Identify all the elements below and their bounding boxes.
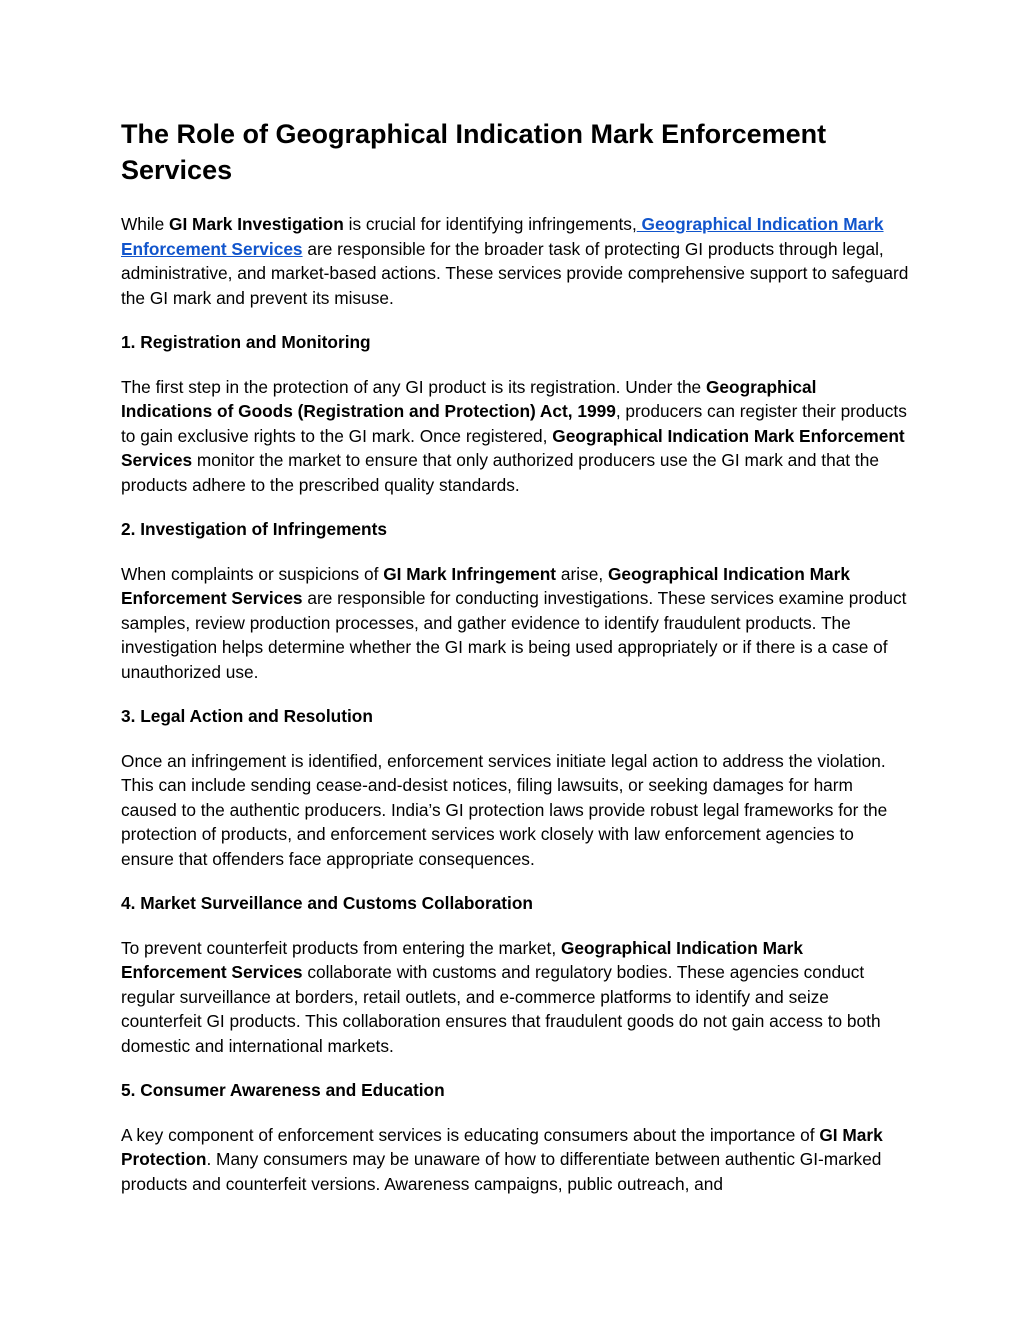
section-paragraph-investigation bbox=[121, 562, 911, 685]
intro-bold-1: GI Mark Investigation bbox=[169, 214, 344, 234]
section-heading-consumer-awareness: 5. Consumer Awareness and Education bbox=[121, 1080, 445, 1100]
gi-enforcement-services-link[interactable]: Geographical Indication Mark Enforcement Services bbox=[121, 214, 884, 259]
section-bold: Geographical Indication Mark Enforcement Services bbox=[121, 937, 803, 982]
section-text: collaborate with customs and regulatory bodies. These agencies conduct regular surveillance at borders, retail outlets, and e-commerce platforms to identify and seize counterfeit GI products. This collaboration ensures that fraudulent goods do not gain access to both domestic and international markets. bbox=[121, 962, 881, 1056]
intro-text-1: While bbox=[121, 214, 170, 234]
section-paragraph-market-surveillance bbox=[121, 936, 911, 1059]
page-title: The Role of Geographical Indication Mark Enforcement Services bbox=[121, 119, 827, 185]
section-text: A key component of enforcement services is educating consumers about the importance of bbox=[121, 1124, 820, 1145]
section-bold: GI Mark Infringement bbox=[383, 563, 557, 584]
section-text: arise, bbox=[556, 563, 608, 584]
section-paragraph-consumer-awareness bbox=[121, 1123, 911, 1197]
section-text: Once an infringement is identified, enforcement services initiate legal action to address the violation. This can include sending cease-and-desist notices, filing lawsuits, or seeking damages for harm caused to the authentic producers. India’s GI protection laws provide robust legal frameworks for the protection of products, and enforcement services work closely with law enforcement agencies to ensure that offenders face appropriate consequences. bbox=[121, 750, 888, 869]
section-heading-investigation: 2. Investigation of Infringements bbox=[121, 519, 387, 539]
section-bold: Geographical Indications of Goods (Registration and Protection) Act, 1999 bbox=[121, 376, 817, 421]
section-bold: GI Mark Protection bbox=[121, 1124, 883, 1169]
section-text: The first step in the protection of any GI product is its registration. Under the bbox=[121, 376, 706, 397]
section-text: When complaints or suspicions of bbox=[121, 563, 384, 584]
section-bold: Geographical Indication Mark Enforcement Services bbox=[121, 563, 850, 608]
section-text: monitor the market to ensure that only authorized producers use the GI mark and that the products adhere to the prescribed quality standards. bbox=[121, 450, 879, 495]
section-text: To prevent counterfeit products from entering the market, bbox=[121, 937, 561, 958]
section-text: . Many consumers may be unaware of how to differentiate between authentic GI-marked products and counterfeit versions. Awareness campaigns, public outreach, and bbox=[121, 1149, 882, 1194]
section-heading-registration: 1. Registration and Monitoring bbox=[121, 332, 371, 352]
section-heading-market-surveillance: 4. Market Surveillance and Customs Collaboration bbox=[121, 893, 533, 913]
section-text: are responsible for conducting investigations. These services examine product samples, review production processes, and gather evidence to identify fraudulent products. The investigation helps determine whether the GI mark is being used appropriately or if there is a case of unauthorized use. bbox=[121, 588, 907, 682]
section-bold: Geographical Indication Mark Enforcement Services bbox=[121, 425, 905, 470]
section-heading-legal-action: 3. Legal Action and Resolution bbox=[121, 706, 373, 726]
section-paragraph-registration bbox=[121, 375, 911, 498]
intro-text-2: is crucial for identifying infringements, bbox=[343, 214, 637, 234]
section-text: , producers can register their products to gain exclusive rights to the GI mark. Once registered, bbox=[121, 401, 907, 446]
section-paragraph-legal-action bbox=[121, 749, 911, 872]
intro-paragraph bbox=[121, 212, 911, 310]
intro-text-3: are responsible for the broader task of protecting GI products through legal, administrative, and market-based actions. These services provide comprehensive support to safeguard the GI mark and prevent its misuse. bbox=[121, 238, 909, 308]
document-page bbox=[121, 116, 911, 1216]
